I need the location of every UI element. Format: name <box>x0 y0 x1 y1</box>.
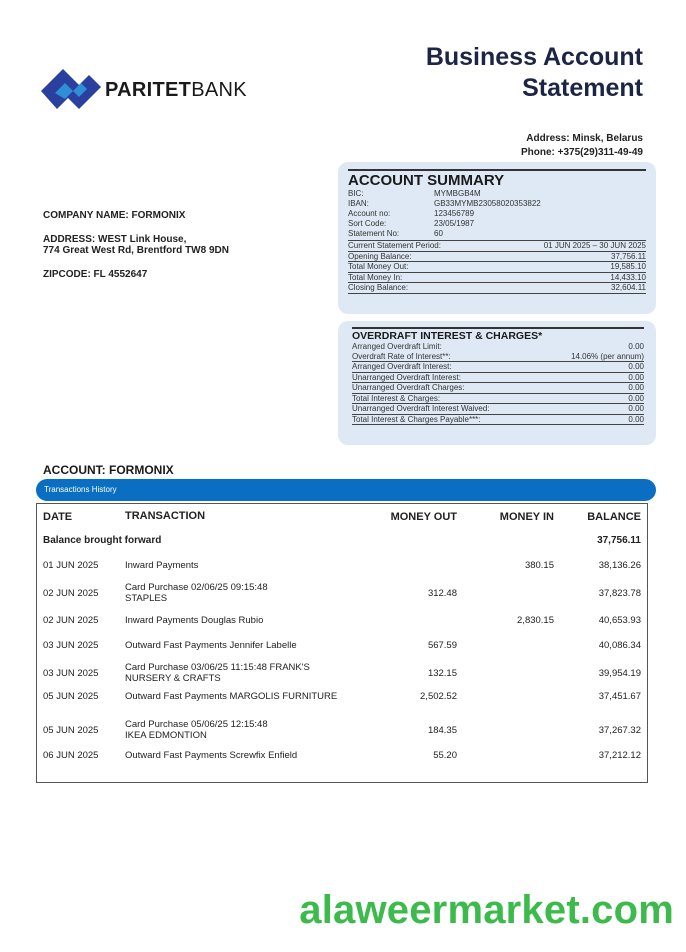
transactions-table <box>36 503 648 783</box>
transaction-line-1: Outward Fast Payments Jennifer Labelle <box>125 640 297 651</box>
company-info <box>43 210 229 280</box>
overdraft-row <box>352 393 644 404</box>
summary-detail-row <box>348 229 646 239</box>
overdraft-row-label: Total Interest & Charges Payable***: <box>352 414 481 424</box>
overdraft-row <box>352 372 644 383</box>
transaction-money-out: 184.35 <box>427 725 457 736</box>
transaction-description <box>125 615 263 626</box>
overdraft-row-label: Unarranged Overdraft Interest Waived: <box>352 404 490 413</box>
transaction-date: 03 JUN 2025 <box>43 640 99 651</box>
transaction-line-1: Outward Fast Payments MARGOLIS FURNITURE <box>125 691 338 702</box>
overdraft-row-value: 0.00 <box>628 342 644 351</box>
summary-row-value: 14,433.10 <box>610 272 646 282</box>
overdraft-row-label: Arranged Overdraft Interest: <box>352 362 452 371</box>
transactions-history-bar: Transactions History <box>36 479 656 501</box>
transaction-line-2: STAPLES <box>125 593 168 604</box>
account-label: ACCOUNT: FORMONIX <box>43 463 174 477</box>
transaction-money-out: 132.15 <box>427 668 457 679</box>
transaction-balance: 37,212.12 <box>598 750 641 761</box>
header-money-in: MONEY IN <box>499 511 554 523</box>
transaction-money-out: 567.59 <box>427 640 457 651</box>
overdraft-row <box>352 342 644 352</box>
overdraft-heading: OVERDRAFT INTEREST & CHARGES* <box>352 327 644 342</box>
summary-row-label: Opening Balance: <box>348 251 412 261</box>
summary-row-label: Closing Balance: <box>348 283 409 292</box>
title-line-1: Business Account <box>425 43 643 71</box>
transaction-line-1: Inward Payments Douglas Rubio <box>125 615 264 626</box>
summary-row-value: 37,756.11 <box>611 251 646 261</box>
summary-detail-label: Statement No: <box>348 229 400 238</box>
summary-detail-value: 60 <box>434 229 443 238</box>
transaction-date: 02 JUN 2025 <box>43 615 99 626</box>
overdraft-row-value: 14.06% (per annum) <box>571 351 644 361</box>
account-summary-panel <box>338 162 656 314</box>
transaction-description <box>125 560 198 571</box>
overdraft-row <box>352 382 644 393</box>
header-date: DATE <box>43 511 73 523</box>
summary-detail-value: GB33MYMB23058020353822 <box>434 199 541 208</box>
transaction-line-1: Inward Payments <box>125 560 199 571</box>
summary-row <box>348 240 646 251</box>
overdraft-row-label: Unarranged Overdraft Interest: <box>352 372 461 382</box>
summary-detail-row <box>348 219 646 229</box>
overdraft-row-label: Overdraft Rate of Interest**: <box>352 351 451 361</box>
summary-detail-value: 23/05/1987 <box>434 219 475 228</box>
transaction-balance: 39,954.19 <box>598 668 641 679</box>
bank-name-regular: BANK <box>191 78 247 101</box>
transaction-money-in: 380.15 <box>524 560 554 571</box>
overdraft-row <box>352 361 644 372</box>
transaction-date: 06 JUN 2025 <box>43 750 99 761</box>
overdraft-row-value: 0.00 <box>628 362 644 371</box>
transaction-line-2: IKEA EDMONTION <box>125 730 207 741</box>
bank-phone: Phone: +375(29)311-49-49 <box>520 147 643 158</box>
brought-forward-label: Balance brought forward <box>43 535 162 546</box>
transaction-line-1: Card Purchase 02/06/25 09:15:48 <box>125 582 268 593</box>
overdraft-row-value: 0.00 <box>628 404 644 413</box>
transaction-balance: 37,267.32 <box>598 725 641 736</box>
watermark: alaweermarket.com <box>299 888 674 932</box>
bank-name-bold: PARITET <box>105 78 192 101</box>
brought-forward-balance: 37,756.11 <box>597 535 641 546</box>
overdraft-row <box>352 414 644 426</box>
transaction-description <box>125 719 268 741</box>
summary-row-label: Current Statement Period: <box>348 241 441 250</box>
bank-name <box>105 79 247 102</box>
header-money-out: MONEY OUT <box>390 511 457 523</box>
transaction-date: 02 JUN 2025 <box>43 588 99 599</box>
title-line-2: Statement <box>522 74 643 102</box>
overdraft-row-label: Arranged Overdraft Limit: <box>352 342 442 351</box>
transaction-date: 05 JUN 2025 <box>43 691 99 702</box>
summary-detail-row <box>348 199 646 209</box>
overdraft-row-label: Unarranged Overdraft Charges: <box>352 383 465 392</box>
summary-detail-value: 123456789 <box>434 209 475 218</box>
overdraft-row <box>352 352 644 362</box>
summary-row-value: 32,604.11 <box>611 283 646 292</box>
summary-row <box>348 272 646 283</box>
company-zipcode: ZIPCODE: FL 4552647 <box>43 269 148 280</box>
transaction-money-out: 55.20 <box>433 750 457 761</box>
header-balance: BALANCE <box>587 511 641 523</box>
account-summary-heading: ACCOUNT SUMMARY <box>348 169 646 189</box>
summary-detail-value: MYMBGB4M <box>434 189 481 198</box>
transaction-line-2: NURSERY & CRAFTS <box>125 673 221 684</box>
transaction-balance: 38,136.26 <box>598 560 641 571</box>
transaction-balance: 40,653.93 <box>598 615 641 626</box>
summary-detail-row <box>348 189 646 199</box>
transaction-money-out: 2,502.52 <box>420 691 457 702</box>
transaction-line-1: Card Purchase 03/06/25 11:15:48 FRANK'S <box>125 662 310 673</box>
bank-logo <box>41 64 251 116</box>
bank-logo-icon <box>41 64 101 116</box>
transaction-line-1: Card Purchase 05/06/25 12:15:48 <box>125 719 268 730</box>
summary-detail-label: Sort Code: <box>348 219 387 228</box>
transaction-date: 05 JUN 2025 <box>43 725 99 736</box>
transaction-balance: 37,823.78 <box>598 588 641 599</box>
header-transaction: TRANSACTION <box>125 510 206 522</box>
overdraft-row-value: 0.00 <box>628 383 644 392</box>
summary-row <box>348 251 646 262</box>
company-address-line-2: 774 Great West Rd, Brentford TW8 9DN <box>43 245 229 256</box>
summary-detail-label: BIC: <box>348 189 364 198</box>
transaction-description <box>125 750 297 761</box>
overdraft-panel <box>338 321 656 445</box>
summary-detail-label: IBAN: <box>348 199 369 208</box>
company-name: COMPANY NAME: FORMONIX <box>43 210 186 221</box>
summary-row-value: 01 JUN 2025 – 30 JUN 2025 <box>543 241 646 250</box>
summary-row-value: 19,585.10 <box>610 262 646 271</box>
transaction-description <box>125 691 337 702</box>
transaction-description <box>125 662 310 684</box>
transaction-balance: 37,451.67 <box>598 691 641 702</box>
bank-contact <box>521 132 643 160</box>
summary-detail-label: Account no: <box>348 209 391 218</box>
summary-row <box>348 282 646 294</box>
overdraft-row <box>352 403 644 414</box>
transaction-description <box>125 640 297 651</box>
summary-row-label: Total Money In: <box>348 272 403 282</box>
summary-row <box>348 261 646 272</box>
summary-row-label: Total Money Out: <box>348 262 409 271</box>
transaction-description <box>125 582 268 604</box>
document-title <box>426 42 643 104</box>
overdraft-row-label: Total Interest & Charges: <box>352 393 441 403</box>
bank-address: Address: Minsk, Belarus <box>526 133 643 144</box>
overdraft-row-value: 0.00 <box>628 372 644 382</box>
overdraft-row-value: 0.00 <box>628 414 644 424</box>
transaction-date: 01 JUN 2025 <box>43 560 99 571</box>
transaction-line-1: Outward Fast Payments Screwfix Enfield <box>125 750 298 761</box>
transaction-money-out: 312.48 <box>427 588 457 599</box>
overdraft-row-value: 0.00 <box>628 393 644 403</box>
transaction-money-in: 2,830.15 <box>517 615 554 626</box>
summary-detail-row <box>348 209 646 219</box>
company-address-line-1: ADDRESS: WEST Link House, <box>43 234 187 245</box>
transaction-balance: 40,086.34 <box>598 640 641 651</box>
transaction-date: 03 JUN 2025 <box>43 668 99 679</box>
